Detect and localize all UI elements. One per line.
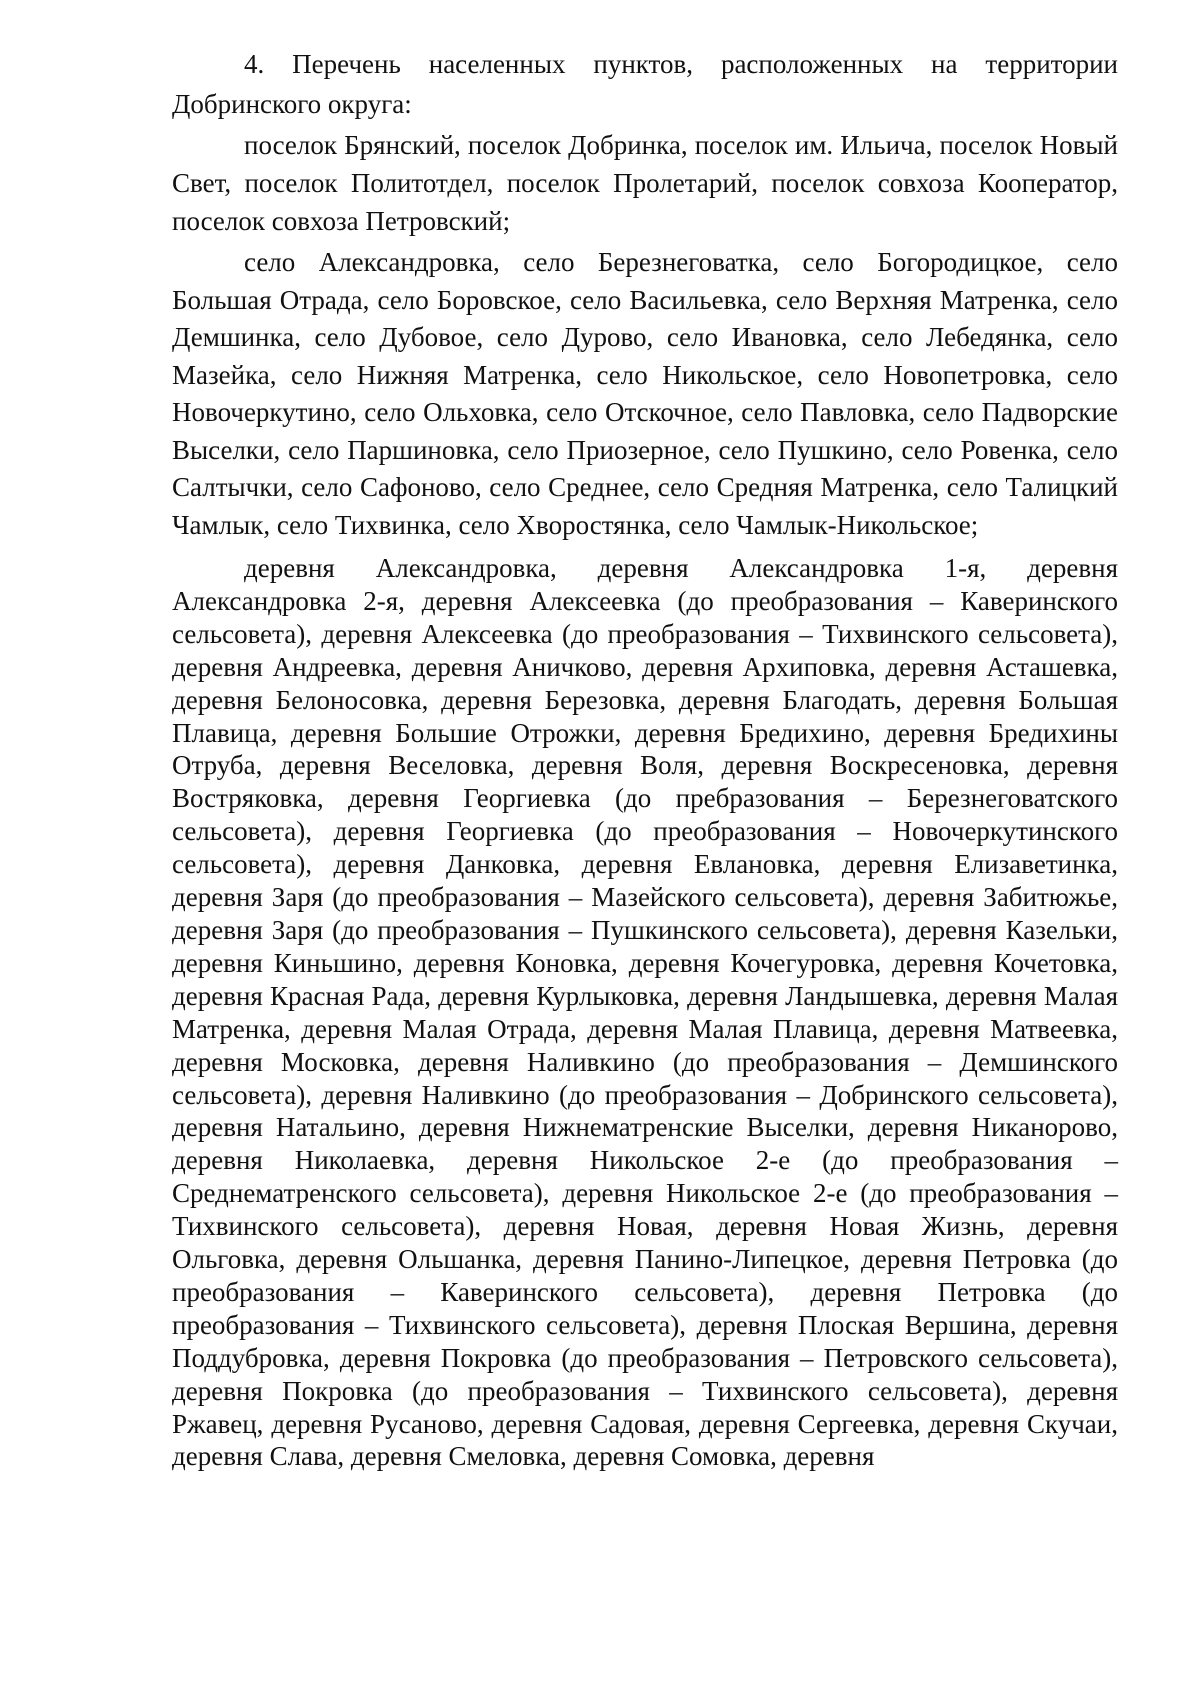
settlements-selo-paragraph: село Александровка, село Березнеговатка, село Богородицкое, село Большая Отрада, село Боровское, село Васильевка, село Верхняя Матренка, село Демшинка, село Дубовое, село Дурово, село Ивановка, село Лебедянка, село Мазейка, село Нижняя Матренка, село Никольское, село Новопетровка, село Новочеркутино, село Ольховка, село Отскочное, село Павловка, село Падворские Выселки, село Паршиновка, село Приозерное, село Пушкино, село Ровенка, село Салтычки, село Сафоново, село Среднее, село Средняя Матренка, село Талицкий Чамлык, село Тихвинка, село Хворостянка, село Чамлык-Никольское; xyxy=(172,247,1118,540)
settlements-poselok-paragraph: поселок Брянский, поселок Добринка, поселок им. Ильича, поселок Новый Свет, поселок Политотдел, поселок Пролетарий, поселок совхоза Кооператор, поселок совхоза Петровский; xyxy=(172,130,1118,236)
settlements-derevnya-paragraph: деревня Александровка, деревня Александровка 1-я, деревня Александровка 2-я, деревня Алексеевка (до преобразования – Каверинского сельсовета), деревня Алексеевка (до преобразования – Тихвинского сельсовета), деревня Андреевка, деревня Аничково, деревня Архиповка, деревня Асташевка, деревня Белоносовка, деревня Березовка, деревня Благодать, деревня Большая Плавица, деревня Большие Отрожки, деревня Бредихино, деревня Бредихины Отруба, деревня Веселовка, деревня Воля, деревня Воскресеновка, деревня Востряковка, деревня Георгиевка (до пребразования – Березнеговатского сельсовета), деревня Георгиевка (до преобразования – Новочеркутинского сельсовета), деревня Данковка, деревня Евлановка, деревня Елизаветинка, деревня Заря (до преобразования – Мазейского сельсовета), деревня Забитюжье, деревня Заря (до преобразования – Пушкинского сельсовета), деревня Казельки, деревня Киньшино, деревня Коновка, деревня Кочегуровка, деревня Кочетовка, деревня Красная Рада, деревня Курлыковка, деревня Ландышевка, деревня Малая Матренка, деревня Малая Отрада, деревня Малая Плавица, деревня Матвеевка, деревня Московка, деревня Наливкино (до преобразования – Демшинского сельсовета), деревня Наливкино (до преобразования – Добринского сельсовета), деревня Натальино, деревня Нижнематренские Выселки, деревня Никанорово, деревня Николаевка, деревня Никольское 2-е (до преобразования – Среднематренского сельсовета), деревня Никольское 2-е (до преобразования – Тихвинского сельсовета), деревня Новая, деревня Новая Жизнь, деревня Ольговка, деревня Ольшанка, деревня Панино-Липецкое, деревня Петровка (до преобразования – Каверинского сельсовета), деревня Петровка (до преобразования – Тихвинского сельсовета), деревня Плоская Вершина, деревня Поддубровка, деревня Покровка (до преобразования – Петровского сельсовета), деревня Покровка (до преобразования – Тихвинского сельсовета), деревня Ржавец, деревня Русаново, деревня Садовая, деревня Сергеевка, деревня Скучаи, деревня Слава, деревня Смеловка, деревня Сомовка, деревня xyxy=(172,553,1118,1472)
document-page xyxy=(172,44,1118,1473)
section-heading-paragraph: 4. Перечень населенных пунктов, расположенных на территории Добринского округа: xyxy=(172,49,1118,119)
